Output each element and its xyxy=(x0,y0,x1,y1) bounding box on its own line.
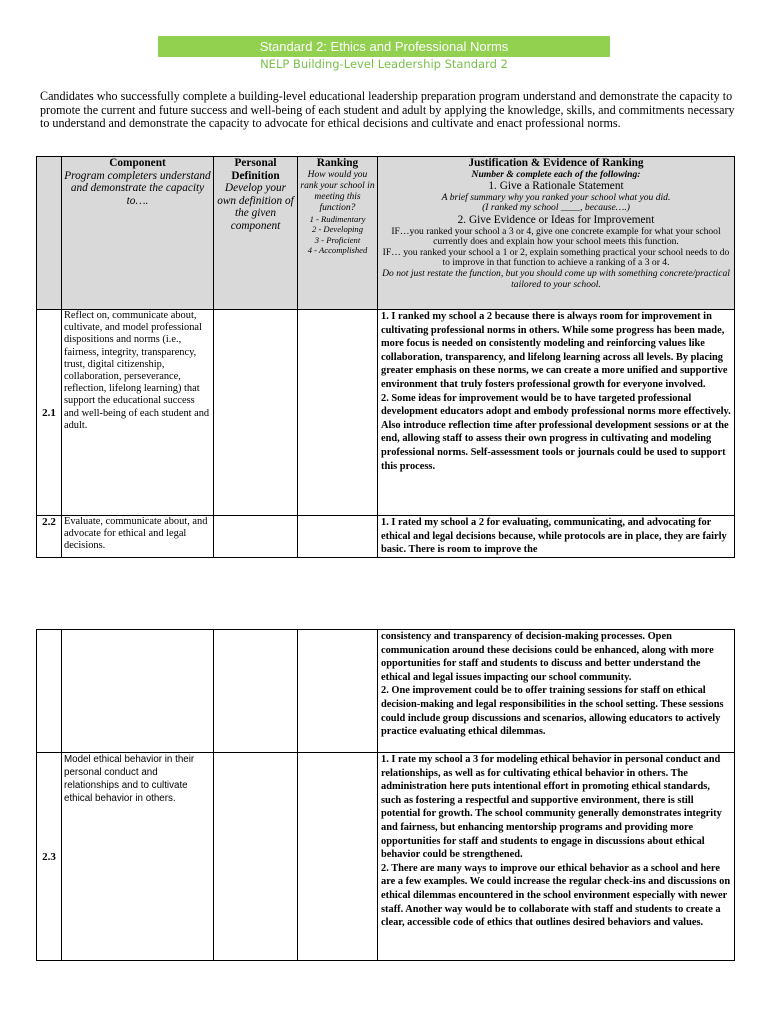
justification-cell[interactable] xyxy=(378,516,735,558)
ranking-level: 4 - Accomplished xyxy=(307,245,368,256)
standards-table-page-1 xyxy=(36,156,735,558)
justification-step-1-desc: A brief summary why you ranked your school what you did. xyxy=(441,191,671,203)
justification-header-title: Justification & Evidence of Ranking xyxy=(468,157,644,169)
justification-step-2: 2. Give Evidence or Ideas for Improvement xyxy=(457,213,655,226)
justification-note: Do not just restate the function, but you should come up with something concrete/practical tailored to your school. xyxy=(382,267,730,290)
table-row xyxy=(37,310,735,516)
ranking-header-desc: How would you rank your school in meeting this function? xyxy=(300,169,375,213)
component-header-desc: Program completers understand and demonstrate the capacity to…. xyxy=(64,169,211,207)
component-cell: Evaluate, communicate about, and advocate for ethical and legal decisions. xyxy=(62,516,214,558)
definition-cell[interactable] xyxy=(214,753,298,961)
definition-header-desc: Develop your own definition of the given component xyxy=(217,182,294,232)
component-cell: Model ethical behavior in their personal conduct and relationships and to cultivate ethical behavior in others. xyxy=(62,753,214,961)
evidence-text: 2. There are many ways to improve our ethical behavior as a school and here are a few examples. We could increase the regular check-ins and discussions on ethical dilemmas encountered in the school environment especially with newer staff. Another way would be to collaborate with staff and students to create a clear, accessible code of ethics that outlines desired behaviors and values. xyxy=(381,862,731,929)
evidence-text: 2. Some ideas for improvement would be to have targeted professional development educators adopt and embody professional norms more effectively. Also introduce reflection time after professional development sessions or at the end, allowing staff to assess their own progress in cultivating and modeling professional norms. Self-assessment tools or journals could be used to support this process. xyxy=(381,392,731,472)
row-number: 2.1 xyxy=(37,310,62,516)
table-row xyxy=(37,630,735,753)
justification-cell[interactable] xyxy=(378,310,735,516)
justification-step-1-example: (I ranked my school ____, because….) xyxy=(482,202,630,214)
justification-cell[interactable] xyxy=(378,753,735,961)
row-number: 2.3 xyxy=(37,753,62,961)
definition-header-title: Personal Definition xyxy=(231,157,280,182)
ranking-level: 2 - Developing xyxy=(311,224,364,235)
justification-cell[interactable] xyxy=(378,630,735,753)
justification-instruction: Number & complete each of the following: xyxy=(471,168,641,180)
header-blank-cell xyxy=(37,157,62,310)
definition-cell[interactable] xyxy=(214,516,298,558)
justification-if-3-4: IF…you ranked your school a 3 or 4, give one concrete example for what your school currently does and explain how your school meets this function. xyxy=(391,225,721,248)
ranking-level: 1 - Rudimentary xyxy=(309,213,366,224)
ranking-cell[interactable] xyxy=(298,310,378,516)
standard-title-banner: Standard 2: Ethics and Professional Norms xyxy=(158,36,610,57)
rationale-text: 1. I rated my school a 2 for evaluating, communicating, and advocating for ethical and legal decisions because, while protocols are in place, they are fairly basic. There is room to improve the xyxy=(381,517,727,556)
table-row xyxy=(37,516,735,558)
justification-if-1-2: IF… you ranked your school a 1 or 2, explain something practical your school needs to do to improve in that function to achieve a ranking of a 3 or 4. xyxy=(382,246,730,269)
ranking-level: 3 - Proficient xyxy=(314,234,361,245)
standards-table-page-2 xyxy=(36,629,735,961)
rationale-text-continued: consistency and transparency of decision-making processes. Open communication around these decisions could be enhanced, along with more opportunities for staff and students to discuss and better understand the ethical and legal issues impacting our school community. xyxy=(381,631,714,683)
row-number: 2.2 xyxy=(37,516,62,558)
row-number xyxy=(37,630,62,753)
definition-cell[interactable] xyxy=(214,310,298,516)
rationale-text: 1. I ranked my school a 2 because there is always room for improvement in cultivating professional norms in others. While some progress has been made, more focus is needed on consistently modeling and reinforcing values like collaboration, transparency, and lifelong learning across all levels. By placing greater emphasis on these norms, we can create a more unified and supportive environment that truly fosters professional growth for everyone involved. xyxy=(381,311,728,390)
ranking-cell[interactable] xyxy=(298,630,378,753)
justification-step-1: 1. Give a Rationale Statement xyxy=(488,180,624,193)
justification-header xyxy=(378,157,735,310)
ranking-cell[interactable] xyxy=(298,516,378,558)
table-row xyxy=(37,753,735,961)
component-cell xyxy=(62,630,214,753)
ranking-header-title: Ranking xyxy=(316,157,359,169)
component-header-title: Component xyxy=(109,157,166,169)
component-cell: Reflect on, communicate about, cultivate, and model professional dispositions and norms (i.e., fairness, integrity, transparency, trust, digital citizenship, collaboration, perseverance, reflection, lifelong learning) that support the educational success and well-being of each student and adult. xyxy=(62,310,214,516)
component-header xyxy=(62,157,214,310)
rationale-text: 1. I rate my school a 3 for modeling ethical behavior in personal conduct and relationships, as well as for cultivating ethical behavior in others. The administration here puts intentional effort in promoting ethical standards, such as fostering a respectful and supportive environment, there is still potential for growth. The school community generally demonstrates integrity and fairness, but enhancing mentorship programs and providing more opportunities for staff and students to engage in discussions about ethical behavior could be strengthened. xyxy=(381,754,722,861)
intro-paragraph: Candidates who successfully complete a building-level educational leadership preparation program understand and demonstrate the capacity to promote the current and future success and well-being of each student and adult by applying the knowledge, skills, and commitments necessary to understand and demonstrate the capacity to advocate for ethical decisions and cultivate and enact professional norms. xyxy=(40,89,735,131)
table-header-row xyxy=(37,157,735,310)
evidence-text: 2. One improvement could be to offer training sessions for staff on ethical decision-making and legal responsibilities in the school setting. These sessions could include group discussions and scenarios, allowing educators to actively practice evaluating ethical dilemmas. xyxy=(381,685,724,738)
definition-cell[interactable] xyxy=(214,630,298,753)
standard-subtitle: NELP Building-Level Leadership Standard 2 xyxy=(260,57,508,71)
ranking-header xyxy=(298,157,378,310)
ranking-cell[interactable] xyxy=(298,753,378,961)
definition-header xyxy=(214,157,298,310)
